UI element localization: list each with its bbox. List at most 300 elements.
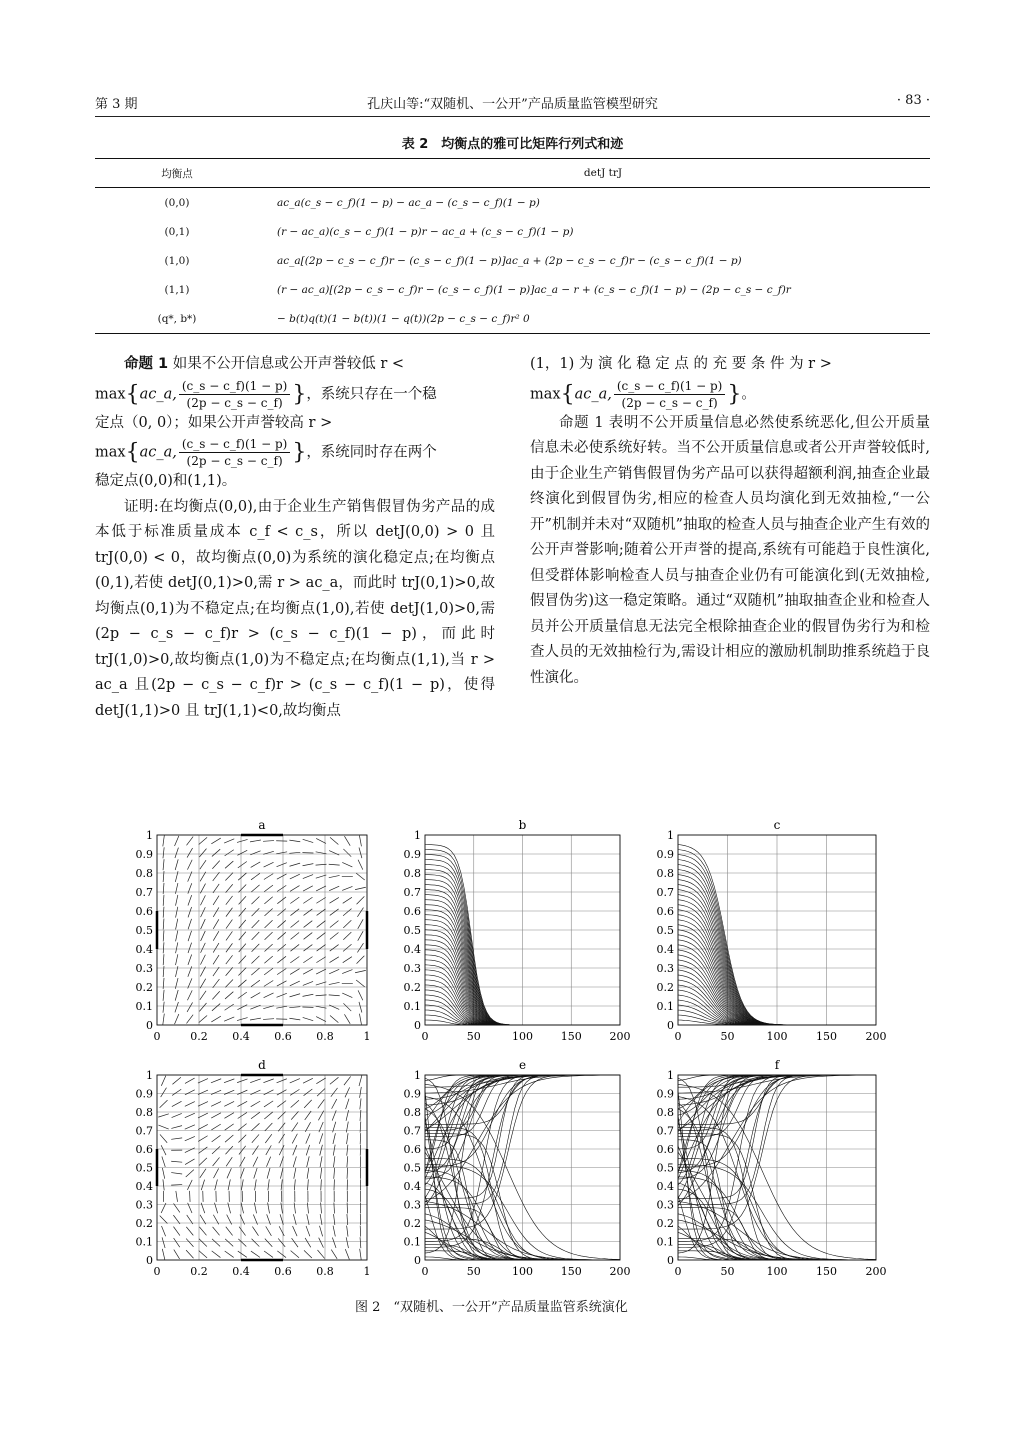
panel-label: e <box>518 1058 527 1072</box>
y-tick-label: 0.4 <box>403 943 421 956</box>
x-tick-label: 0 <box>674 1030 682 1043</box>
vector-field-arrow <box>238 1124 247 1131</box>
vector-field-arrow <box>358 931 363 941</box>
y-tick-label: 0.7 <box>656 1124 674 1138</box>
vector-field-arrow <box>224 1017 234 1021</box>
vector-field-arrow <box>277 981 287 986</box>
vector-field-arrow <box>343 1003 351 1011</box>
vector-field-arrow <box>176 895 178 906</box>
y-tick-label: 0.8 <box>656 1106 674 1119</box>
vector-field-arrow <box>162 1249 164 1260</box>
vector-field-arrow <box>251 1251 260 1257</box>
vector-field-arrow <box>279 1134 285 1143</box>
vector-field-arrow <box>290 994 301 997</box>
figure-caption: 图 2 “双随机、一公开”产品质量监管系统演化 <box>355 1300 628 1315</box>
vector-field-arrow <box>163 859 164 870</box>
x-tick-label: 0 <box>421 1265 429 1278</box>
vector-field-arrow <box>250 1079 260 1083</box>
vector-field-arrow <box>252 932 260 940</box>
vector-field-arrow <box>307 1168 309 1179</box>
y-tick-label: 0.6 <box>656 1143 674 1156</box>
vector-field-arrow <box>212 1251 221 1258</box>
vector-field-arrow <box>291 1100 299 1107</box>
vector-field-arrow <box>171 1173 182 1174</box>
vector-field-arrow <box>251 956 259 964</box>
vector-field-arrow <box>211 1124 220 1130</box>
vector-field-arrow <box>357 908 363 917</box>
vector-field-arrow <box>213 896 219 905</box>
vector-field-arrow <box>251 993 261 999</box>
vector-field-arrow <box>172 1089 181 1095</box>
vector-field-arrow <box>279 1145 284 1155</box>
proposition-formula-2: max{ac_a, $\frac{(c\_s - c\_f)(1 - p)}{(2p - c\_s - c\_f)}$ }，系统同时存在两个 <box>95 437 437 468</box>
table-cell-point: (0,0) <box>164 196 190 209</box>
vector-field-arrow <box>347 1156 348 1167</box>
x-tick-label: 150 <box>816 1030 837 1043</box>
vector-field-arrow <box>213 872 220 881</box>
vector-field-arrow <box>252 920 260 928</box>
vector-field-arrow <box>190 1191 191 1202</box>
vector-field-arrow <box>198 1136 207 1142</box>
vector-field-arrow <box>187 990 192 1000</box>
vector-field-arrow <box>304 945 313 952</box>
y-tick-label: 0.2 <box>135 981 153 994</box>
issue-number: 第 3 期 <box>95 97 138 112</box>
vector-field-arrow <box>347 1168 348 1179</box>
vector-field-arrow <box>213 931 219 940</box>
vector-field-arrow <box>239 1227 245 1236</box>
vector-field-arrow <box>251 1101 260 1107</box>
x-tick-label: 1 <box>363 1265 371 1278</box>
vector-field-arrow <box>228 1179 230 1190</box>
vector-field-arrow <box>290 909 299 916</box>
vector-field-arrow <box>263 841 274 842</box>
vector-field-arrow <box>329 864 340 865</box>
vector-field-arrow <box>237 850 247 855</box>
vector-field-arrow <box>303 886 313 891</box>
vector-field-arrow <box>176 1191 178 1202</box>
vector-field-arrow <box>265 1239 272 1247</box>
vector-field-arrow <box>358 919 363 929</box>
vector-field-arrow <box>278 920 286 927</box>
x-tick-label: 200 <box>865 1030 887 1043</box>
vector-field-arrow <box>161 1076 165 1086</box>
panel-label: c <box>773 818 781 832</box>
y-tick-label: 0.3 <box>135 962 153 975</box>
x-tick-label: 50 <box>466 1030 481 1043</box>
vector-field-arrow <box>276 852 287 854</box>
vector-field-arrow <box>163 907 164 918</box>
vector-field-arrow <box>213 955 219 964</box>
vector-field-arrow <box>213 919 219 928</box>
vector-field-arrow <box>212 1004 220 1011</box>
vector-field-arrow <box>330 1015 338 1022</box>
vector-field-arrow <box>293 1226 298 1236</box>
vector-field-arrow <box>185 1136 195 1140</box>
vector-field-arrow <box>321 1202 322 1213</box>
vector-field-arrow <box>304 1100 312 1108</box>
vector-field-arrow <box>342 970 352 974</box>
vector-field-arrow <box>175 836 179 846</box>
vector-field-arrow <box>225 1146 232 1154</box>
vector-field-arrow <box>279 1226 284 1236</box>
vector-field-arrow <box>346 1099 349 1109</box>
threshold-fraction: $\frac{(c\_s - c\_f)(1 - p)}{(2p - c\_s - c\_f)}$ <box>179 378 290 411</box>
panel-label: f <box>774 1058 780 1072</box>
vector-field-arrow <box>175 1002 178 1012</box>
vector-field-arrow <box>176 942 178 953</box>
vector-field-arrow <box>226 896 233 905</box>
vector-field-arrow <box>316 1017 326 1022</box>
panel-label: b <box>518 818 527 832</box>
vector-field-arrow <box>251 873 260 880</box>
vector-field-arrow <box>175 990 178 1001</box>
vector-field-arrow <box>343 897 352 903</box>
x-tick-label: 0 <box>153 1030 161 1043</box>
vector-field-arrow <box>212 991 219 999</box>
vector-field-arrow <box>278 932 286 939</box>
y-tick-label: 0.7 <box>135 1124 153 1138</box>
vector-field-arrow <box>201 943 206 953</box>
left-column: 命题 1 如果不公开信息或公开声誉较低 r < max{ac_a, $\frac{(c\_s - c\_f)(1 - p)}{(2p - c\_s - c\_f)}$ }，系统只存在一个稳 定点（0, 0）；如果公开声誉较高 r > max{ac_a, $\frac{(c\_s - c\_f)(1 - p)}{(2p - c\_s - c\_f)}$ }，系统同时存在两个 稳定点(0,0)和(1,1)。 证明:在均衡点(0,0),由于企业生产销售假冒伪劣产品的成本低于标准质量成本 c_f < c_s，所以 detJ(0,0) > 0 且 trJ(0,0) < 0，故均衡点(0,0)为系统的演化稳定点;在均衡点(0,1),若使 detJ(0,1)>0,需 r > ac_a，而此时 trJ(0,1)>0,故均衡点(0,1)为不稳定点;在均衡点(1,0),若使 detJ(1,0)>0,需 (2p − c_s − c_f)r > (c_s − c_f)(1 − p)，而此时 trJ(1,0)>0,故均衡点(1,0)为不稳定点;在均衡点(1,1),当 r > ac_a 且(2p − c_s − c_f)r > (c_s − c_f)(1 − p)，使得 detJ(1,1)>0 且 trJ(1,1)<0,故均衡点 <box>95 352 495 724</box>
table-cell-expr: − b(t)q(t)(1 − b(t))(1 − q(t))(2p − c_s − c_f)r² 0 <box>259 304 930 334</box>
vector-field-arrow <box>303 897 312 903</box>
table-cell-expr: ac_a(c_s − c_f)(1 − p) − ac_a − (c_s − c_f)(1 − p) <box>277 196 540 209</box>
y-tick-label: 0.3 <box>656 1198 674 1212</box>
vector-field-arrow <box>277 1251 286 1258</box>
vector-field-arrow <box>252 944 260 952</box>
vector-field-arrow <box>213 1227 220 1235</box>
vector-field-arrow <box>187 860 192 870</box>
vector-field-arrow <box>342 862 352 866</box>
vector-field-arrow <box>304 1089 313 1096</box>
vector-field-arrow <box>343 909 351 916</box>
vector-field-arrow <box>277 1101 286 1108</box>
vector-field-arrow <box>211 838 220 844</box>
vector-field-arrow <box>174 1238 180 1247</box>
y-tick-label: 1 <box>667 1069 674 1082</box>
vector-field-arrow <box>303 839 314 842</box>
vector-field-arrow <box>238 1112 247 1118</box>
vector-field-arrow <box>265 944 273 951</box>
y-tick-label: 0.8 <box>403 1106 421 1119</box>
vector-field-arrow <box>171 1138 182 1139</box>
vector-field-arrow <box>163 930 164 941</box>
vector-field-arrow <box>359 1014 361 1025</box>
vector-field-arrow <box>162 1237 165 1248</box>
vector-field-arrow <box>200 1169 206 1178</box>
y-tick-label: 0.8 <box>135 867 153 880</box>
vector-field-arrow <box>290 886 299 892</box>
table-cell-point: (1,1) <box>164 283 190 296</box>
vector-field-arrow <box>303 1078 313 1083</box>
x-tick-label: 200 <box>865 1265 887 1278</box>
vector-field-arrow <box>264 1101 273 1107</box>
vector-field-arrow <box>176 919 178 930</box>
vector-field-arrow <box>277 874 287 879</box>
vector-field-arrow <box>289 1018 300 1020</box>
vector-field-arrow <box>198 1079 208 1084</box>
y-tick-label: 1 <box>414 829 421 842</box>
x-tick-label: 0.4 <box>232 1030 250 1043</box>
vector-field-arrow <box>343 849 351 857</box>
vector-field-arrow <box>277 956 286 963</box>
vector-field-arrow <box>158 1114 169 1117</box>
x-tick-label: 0.8 <box>316 1030 334 1043</box>
vector-field-arrow <box>199 1003 206 1011</box>
vector-field-arrow <box>186 1170 194 1177</box>
vector-field-arrow <box>344 1076 351 1085</box>
vector-field-arrow <box>355 970 366 972</box>
vector-field-arrow <box>163 919 164 930</box>
vector-field-arrow <box>225 861 233 868</box>
vector-field-arrow <box>321 1179 322 1190</box>
vector-field-arrow <box>357 943 363 952</box>
vector-field-arrow <box>347 1145 348 1156</box>
vector-field-arrow <box>251 1123 259 1130</box>
vector-field-arrow <box>330 1077 339 1084</box>
vector-field-arrow <box>304 909 313 916</box>
vector-field-arrow <box>160 1216 168 1224</box>
vector-field-arrow <box>307 1156 310 1167</box>
vector-field-arrow <box>185 1090 195 1095</box>
vector-field-arrow <box>215 1180 218 1191</box>
x-tick-label: 100 <box>766 1265 788 1278</box>
y-tick-label: 0 <box>667 1019 674 1032</box>
vector-field-arrow <box>172 1101 182 1106</box>
vector-field-arrow <box>289 840 300 842</box>
y-tick-label: 0.6 <box>656 905 674 918</box>
vector-field-arrow <box>290 969 299 975</box>
vector-field-arrow <box>329 1005 339 1009</box>
vector-field-arrow <box>251 1112 260 1119</box>
vector-field-arrow <box>360 1087 362 1098</box>
y-tick-label: 0.1 <box>656 1000 674 1013</box>
vector-field-arrow <box>239 908 246 916</box>
y-tick-label: 0 <box>414 1019 421 1032</box>
vector-field-arrow <box>199 837 207 844</box>
vector-field-arrow <box>343 944 351 951</box>
y-tick-label: 0.4 <box>656 1180 674 1193</box>
vector-field-arrow <box>163 895 164 906</box>
vector-field-arrow <box>330 932 339 939</box>
vector-field-arrow <box>316 886 326 891</box>
vector-field-arrow <box>329 969 339 973</box>
vector-field-arrow <box>163 942 164 953</box>
vector-field-arrow <box>173 1227 179 1236</box>
vector-field-arrow <box>343 920 351 928</box>
vector-field-arrow <box>175 848 178 858</box>
vector-field-arrow <box>317 1089 325 1097</box>
vector-field-arrow <box>333 1156 334 1167</box>
vector-field-arrow <box>329 995 340 996</box>
vector-field-arrow <box>171 1185 182 1186</box>
vector-field-arrow <box>347 1133 349 1144</box>
vector-field-arrow <box>238 873 246 880</box>
vector-field-arrow <box>188 931 192 941</box>
x-tick-label: 50 <box>720 1030 735 1043</box>
vector-field-arrow <box>318 1099 325 1108</box>
vector-field-arrow <box>293 1145 297 1155</box>
vector-field-arrow <box>267 1168 270 1179</box>
vector-field-arrow <box>225 873 233 881</box>
y-tick-label: 0.2 <box>656 1217 674 1230</box>
vector-field-arrow <box>264 1090 274 1095</box>
vector-field-arrow <box>174 1203 180 1212</box>
vector-field-arrow <box>334 1168 335 1179</box>
vector-field-arrow <box>224 839 234 843</box>
vector-field-arrow <box>330 909 339 916</box>
vector-field-arrow <box>277 968 286 974</box>
vector-field-arrow <box>173 1215 180 1224</box>
vector-field-arrow <box>294 1203 295 1214</box>
vector-field-arrow <box>303 1017 314 1020</box>
vector-field-arrow <box>213 967 219 976</box>
vector-field-arrow <box>199 1158 207 1166</box>
x-tick-label: 150 <box>816 1265 837 1278</box>
vector-field-arrow <box>277 863 287 867</box>
vector-field-arrow <box>226 931 232 940</box>
y-tick-label: 0.3 <box>403 962 421 975</box>
y-tick-label: 0.4 <box>403 1180 421 1193</box>
x-tick-label: 200 <box>609 1030 631 1043</box>
vector-field-arrow <box>213 1168 218 1178</box>
vector-field-arrow <box>239 932 246 940</box>
condition-formula: max{ac_a, $\frac{(c\_s - c\_f)(1 - p)}{(2p - c\_s - c\_f)}$ }。 <box>530 378 756 410</box>
vector-field-arrow <box>264 897 272 904</box>
vector-field-arrow <box>239 944 246 952</box>
vector-field-arrow <box>254 1168 257 1178</box>
vector-field-arrow <box>329 982 340 984</box>
y-tick-label: 0.8 <box>403 867 421 880</box>
vector-field-arrow <box>225 1124 234 1130</box>
vector-field-arrow <box>277 909 285 916</box>
y-tick-label: 0.3 <box>135 1198 153 1212</box>
y-tick-label: 0.1 <box>135 1000 153 1013</box>
vector-field-arrow <box>263 1079 273 1083</box>
y-tick-label: 0.6 <box>403 905 421 918</box>
vector-field-arrow <box>264 1251 273 1257</box>
vector-field-arrow <box>264 980 273 986</box>
x-tick-label: 0 <box>153 1265 161 1278</box>
vector-field-arrow <box>187 1002 193 1012</box>
vector-field-arrow <box>305 1238 311 1247</box>
vector-field-arrow <box>344 1014 350 1023</box>
vector-field-arrow <box>226 908 233 917</box>
x-tick-label: 100 <box>766 1030 788 1043</box>
vector-field-arrow <box>264 874 273 880</box>
vector-field-arrow <box>304 921 313 928</box>
vector-field-arrow <box>317 909 326 915</box>
vector-field-arrow <box>343 932 351 940</box>
vector-field-arrow <box>188 943 192 953</box>
vector-field-arrow <box>185 1159 194 1165</box>
vector-field-arrow <box>268 1179 269 1190</box>
vector-field-arrow <box>200 860 206 869</box>
vector-field-arrow <box>163 847 164 858</box>
vector-field-arrow <box>290 874 300 879</box>
panel-label: d <box>258 1058 266 1072</box>
vector-field-arrow <box>212 1239 220 1247</box>
vector-field-arrow <box>265 908 273 915</box>
vector-field-arrow <box>186 1227 193 1235</box>
x-tick-label: 1 <box>363 1030 371 1043</box>
y-tick-label: 0.2 <box>403 981 421 994</box>
vector-field-arrow <box>334 1214 335 1225</box>
x-tick-label: 100 <box>512 1265 533 1278</box>
y-tick-label: 0 <box>414 1254 421 1267</box>
y-tick-label: 0.9 <box>403 1087 421 1101</box>
vector-field-arrow <box>213 943 219 952</box>
x-tick-label: 50 <box>466 1265 481 1278</box>
vector-field-arrow <box>303 864 314 866</box>
vector-field-arrow <box>281 1179 282 1190</box>
vector-field-arrow <box>185 1113 195 1117</box>
vector-field-arrow <box>186 837 193 846</box>
vector-field-arrow <box>225 850 234 856</box>
vector-field-arrow <box>199 1251 207 1258</box>
vector-field-arrow <box>225 1251 234 1257</box>
vector-field-arrow <box>225 1004 234 1010</box>
vector-field-arrow <box>264 993 274 998</box>
vector-field-arrow <box>278 1238 285 1246</box>
vector-field-arrow <box>303 994 314 996</box>
vector-field-arrow <box>316 969 326 974</box>
vector-field-arrow <box>212 1135 221 1142</box>
vector-field-arrow <box>237 1005 247 1010</box>
vector-field-arrow <box>277 944 285 951</box>
y-tick-label: 0 <box>146 1254 153 1267</box>
vector-field-arrow <box>330 837 338 844</box>
table-caption: 表 2 均衡点的雅可比矩阵行列式和迹 <box>401 137 624 152</box>
y-tick-label: 0.1 <box>135 1235 153 1249</box>
vector-field-arrow <box>211 1090 221 1094</box>
vector-field-arrow <box>360 1133 361 1144</box>
right-column: (1，1) 为 演 化 稳 定 点 的 充 要 条 件 为 r > max{ac_a, $\frac{(c\_s - c\_f)(1 - p)}{(2p - c\_s - c\_f)}$ }。 命题 1 表明不公开质量信息必然使系统恶化,但公开质量信息未必使系统好转。当不公开质量信息或者公开声誉较低时,由于企业生产销售假冒伪劣产品可以获得超额利润,抽查企业最终演化到假冒伪劣,相应的检查人员均演化到无效抽检,“一公开”机制并未对“双随机”抽取的检查人员与抽查企业产生有效的公开声誉影响;随着公开声誉的提高,系统有可能趋于良性演化,但受群体影响检查人员与抽查企业仍有可能演化到(无效抽检,假冒伪劣)这一稳定策略。通过“双随机”抽取抽查企业和检查人员并公开质量信息无法完全根除抽查企业的假冒伪劣行为和检查人员的无效抽检行为,需设计相应的激励机制助推系统趋于良性演化。 <box>530 352 930 691</box>
vector-field-arrow <box>187 1180 192 1190</box>
vector-field-arrow <box>238 1239 246 1247</box>
vector-field-arrow <box>264 968 273 975</box>
vector-field-arrow <box>162 1156 165 1166</box>
vector-field-arrow <box>318 1250 325 1258</box>
vector-field-arrow <box>330 957 339 963</box>
vector-field-arrow <box>176 907 178 918</box>
threshold-fraction: $\frac{(c\_s - c\_f)(1 - p)}{(2p - c\_s - c\_f)}$ <box>614 378 725 411</box>
vector-field-arrow <box>264 956 272 963</box>
vector-field-arrow <box>333 1145 335 1156</box>
y-tick-label: 0.5 <box>656 924 674 937</box>
vector-field-arrow <box>290 1079 300 1083</box>
y-tick-label: 1 <box>146 829 153 842</box>
panel-label: a <box>258 818 266 832</box>
vector-field-arrow <box>200 955 205 965</box>
vector-field-arrow <box>237 1079 247 1083</box>
x-tick-label: 0.8 <box>316 1265 334 1278</box>
vector-field-arrow <box>201 931 206 941</box>
vector-field-arrow <box>251 862 261 868</box>
vector-field-arrow <box>160 1100 168 1108</box>
x-tick-label: 150 <box>560 1265 582 1278</box>
vector-field-arrow <box>359 1002 362 1013</box>
vector-field-arrow <box>188 907 192 917</box>
vector-field-arrow <box>306 1134 310 1144</box>
y-tick-label: 0.3 <box>656 962 674 975</box>
vector-field-arrow <box>355 887 366 889</box>
vector-field-arrow <box>345 1087 350 1097</box>
y-tick-label: 1 <box>414 1069 421 1082</box>
vector-field-arrow <box>212 1146 220 1153</box>
vector-field-arrow <box>290 956 299 962</box>
